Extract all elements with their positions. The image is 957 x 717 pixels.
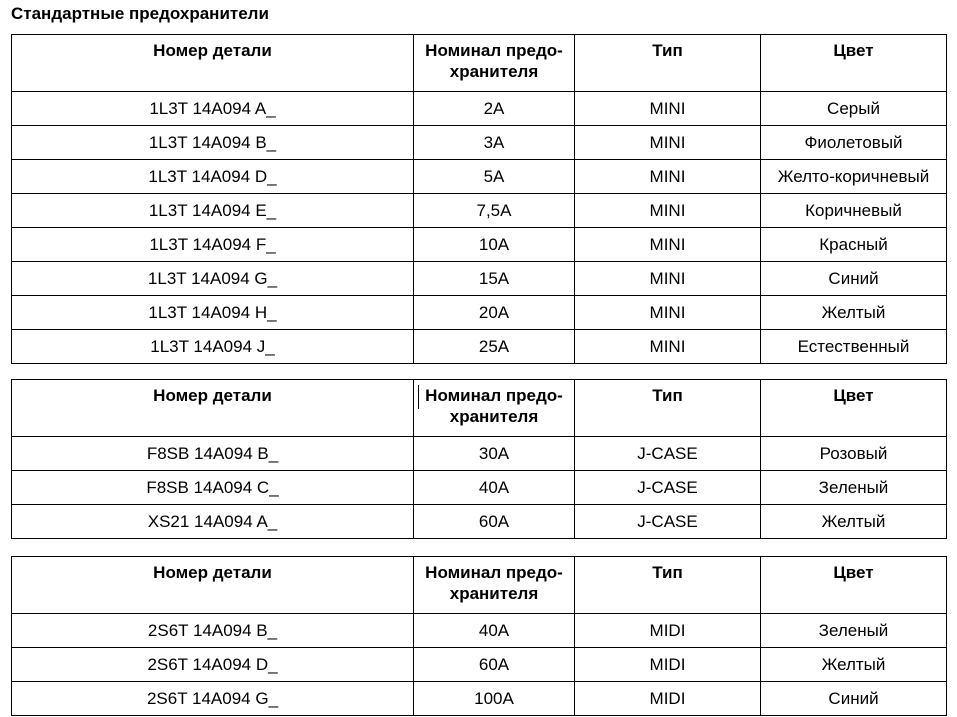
header-rating-line1: Номинал предо- xyxy=(425,41,563,60)
cell-color: Зеленый xyxy=(761,614,947,648)
cell-type: MINI xyxy=(575,262,761,296)
cell-type: MINI xyxy=(575,296,761,330)
header-rating-line2: хранителя xyxy=(449,407,539,426)
cell-part: F8SB 14A094 C_ xyxy=(12,471,414,505)
table-row xyxy=(12,471,947,505)
cell-part: 1L3T 14A094 F_ xyxy=(12,228,414,262)
cell-part: 2S6T 14A094 G_ xyxy=(12,682,414,716)
cell-type: MINI xyxy=(575,330,761,364)
cell-type: MIDI xyxy=(575,648,761,682)
table-row xyxy=(12,262,947,296)
cell-color: Розовый xyxy=(761,437,947,471)
header-rating-line2: хранителя xyxy=(449,62,539,81)
header-part-number: Номер детали xyxy=(12,557,414,614)
cell-type: J-CASE xyxy=(575,471,761,505)
header-color: Цвет xyxy=(761,35,947,92)
table-header-row xyxy=(12,557,947,614)
cell-color: Синий xyxy=(761,262,947,296)
cell-part: 1L3T 14A094 B_ xyxy=(12,126,414,160)
cell-part: 1L3T 14A094 A_ xyxy=(12,92,414,126)
fuse-table-mini xyxy=(11,34,947,364)
header-color: Цвет xyxy=(761,557,947,614)
cell-rating: 30A xyxy=(414,437,575,471)
table-row xyxy=(12,92,947,126)
table-header-row xyxy=(12,380,947,437)
cell-part: F8SB 14A094 B_ xyxy=(12,437,414,471)
cell-rating: 15A xyxy=(414,262,575,296)
cell-color: Желтый xyxy=(761,648,947,682)
cell-rating: 2A xyxy=(414,92,575,126)
cell-type: J-CASE xyxy=(575,437,761,471)
cell-part: 2S6T 14A094 B_ xyxy=(12,614,414,648)
table-header-row xyxy=(12,35,947,92)
cell-part: 1L3T 14A094 E_ xyxy=(12,194,414,228)
header-rating-line1: Номинал предо- xyxy=(425,563,563,582)
text-cursor xyxy=(418,385,419,409)
cell-rating: 100A xyxy=(414,682,575,716)
table-row xyxy=(12,505,947,539)
table-row xyxy=(12,126,947,160)
cell-part: 2S6T 14A094 D_ xyxy=(12,648,414,682)
header-type: Тип xyxy=(575,380,761,437)
header-rating xyxy=(414,380,575,437)
table-row xyxy=(12,330,947,364)
cell-type: J-CASE xyxy=(575,505,761,539)
cell-type: MIDI xyxy=(575,614,761,648)
table-row xyxy=(12,682,947,716)
cell-part: 1L3T 14A094 D_ xyxy=(12,160,414,194)
cell-type: MINI xyxy=(575,126,761,160)
cell-rating: 3A xyxy=(414,126,575,160)
cell-type: MINI xyxy=(575,194,761,228)
cell-rating: 40A xyxy=(414,614,575,648)
cell-color: Желтый xyxy=(761,505,947,539)
cell-color: Естественный xyxy=(761,330,947,364)
cell-rating: 60A xyxy=(414,648,575,682)
cell-rating: 10A xyxy=(414,228,575,262)
table-row xyxy=(12,160,947,194)
cell-rating: 20A xyxy=(414,296,575,330)
cell-color: Желтый xyxy=(761,296,947,330)
header-part-number: Номер детали xyxy=(12,35,414,92)
cell-color: Фиолетовый xyxy=(761,126,947,160)
cell-color: Серый xyxy=(761,92,947,126)
cell-rating: 25A xyxy=(414,330,575,364)
page-title: Стандартные предохранители xyxy=(11,4,269,23)
cell-part: 1L3T 14A094 J_ xyxy=(12,330,414,364)
cell-rating: 7,5A xyxy=(414,194,575,228)
cell-color: Желто-коричневый xyxy=(761,160,947,194)
cell-rating: 60A xyxy=(414,505,575,539)
table-row xyxy=(12,194,947,228)
header-rating-line1: Номинал предо- xyxy=(425,386,563,405)
table-row xyxy=(12,437,947,471)
cell-type: MIDI xyxy=(575,682,761,716)
header-rating xyxy=(414,35,575,92)
header-rating xyxy=(414,557,575,614)
cell-color: Красный xyxy=(761,228,947,262)
cell-color: Синий xyxy=(761,682,947,716)
header-rating-line2: хранителя xyxy=(449,584,539,603)
table-row xyxy=(12,648,947,682)
cell-type: MINI xyxy=(575,228,761,262)
header-color: Цвет xyxy=(761,380,947,437)
table-row xyxy=(12,614,947,648)
cell-type: MINI xyxy=(575,92,761,126)
cell-rating: 5A xyxy=(414,160,575,194)
table-row xyxy=(12,296,947,330)
header-type: Тип xyxy=(575,557,761,614)
cell-part: XS21 14A094 A_ xyxy=(12,505,414,539)
fuse-table-jcase xyxy=(11,379,947,539)
header-type: Тип xyxy=(575,35,761,92)
table-row xyxy=(12,228,947,262)
header-part-number: Номер детали xyxy=(12,380,414,437)
cell-type: MINI xyxy=(575,160,761,194)
cell-part: 1L3T 14A094 G_ xyxy=(12,262,414,296)
cell-rating: 40A xyxy=(414,471,575,505)
cell-part: 1L3T 14A094 H_ xyxy=(12,296,414,330)
fuse-table-midi xyxy=(11,556,947,716)
cell-color: Зеленый xyxy=(761,471,947,505)
cell-color: Коричневый xyxy=(761,194,947,228)
